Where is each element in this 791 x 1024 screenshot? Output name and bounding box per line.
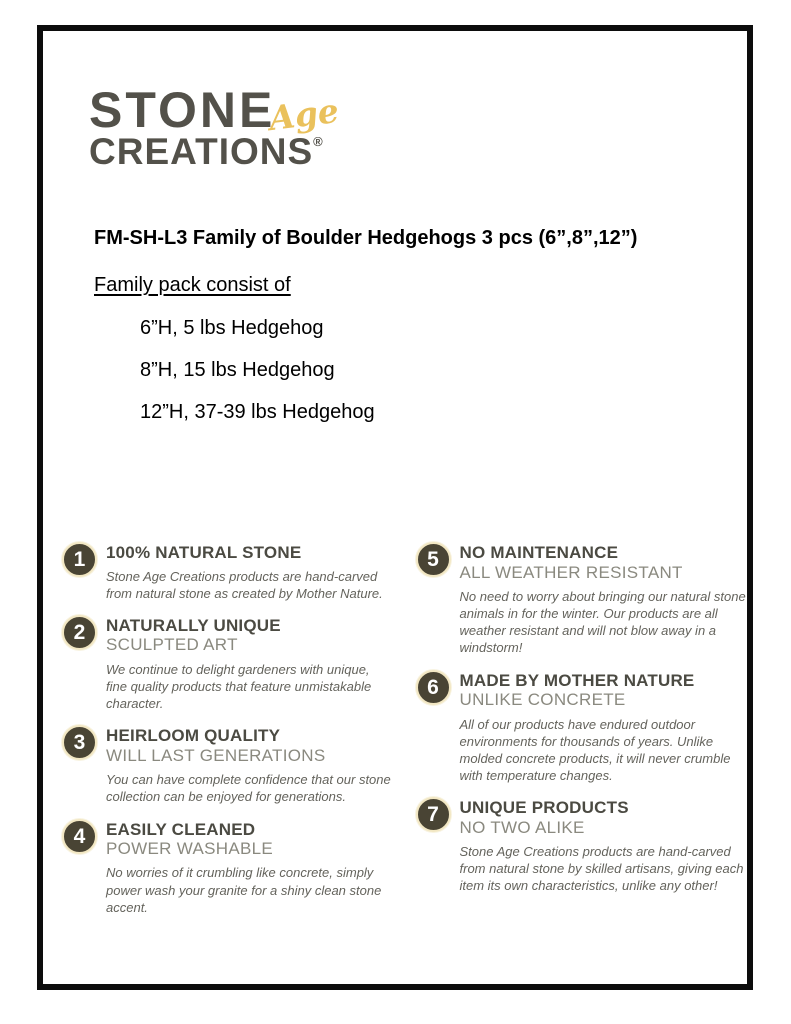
feature-item-3 — [62, 725, 394, 805]
feature-number: 3 — [73, 731, 86, 755]
logo-word-creations-text: CREATIONS — [89, 131, 314, 172]
feature-text — [460, 670, 748, 785]
logo-script-age: Age — [266, 90, 341, 139]
stone-age-creations-logo — [89, 82, 389, 177]
feature-item-4 — [62, 819, 394, 916]
feature-item-6 — [416, 670, 748, 785]
logo-word-creations — [89, 133, 389, 172]
page-border-frame — [37, 25, 753, 990]
feature-text — [106, 542, 394, 602]
logo-word-stone: STONE — [89, 82, 276, 138]
feature-subheading: POWER WASHABLE — [106, 839, 273, 859]
registered-trademark-symbol: ® — [313, 134, 323, 149]
feature-number-badge — [62, 725, 97, 760]
pack-list-item: 6”H, 5 lbs Hedgehog — [140, 317, 324, 339]
family-pack-list — [140, 317, 747, 424]
feature-description: All of our products have endured outdoor environments for thousands of years. Unlike molded concrete products, it will never crumble with temperature changes. — [459, 716, 731, 783]
features-right-column — [416, 542, 748, 929]
feature-number-badge — [62, 819, 97, 854]
feature-subheading: UNLIKE CONCRETE — [459, 690, 626, 710]
feature-heading: UNIQUE PRODUCTS — [459, 798, 629, 818]
feature-subheading: ALL WEATHER RESISTANT — [459, 562, 683, 582]
feature-heading: NATURALLY UNIQUE — [106, 615, 281, 635]
feature-number-badge — [416, 542, 451, 577]
feature-heading: NO MAINTENANCE — [459, 543, 619, 562]
feature-item-5 — [416, 542, 748, 657]
features-section — [62, 542, 747, 929]
feature-description: Stone Age Creations products are hand-carved from natural stone by skilled artisans, giving each item its own characteristics, unlike any other! — [459, 844, 744, 894]
feature-description: You can have complete confidence that our stone collection can be enjoyed for generations. — [106, 772, 391, 805]
feature-text — [460, 797, 748, 894]
feature-number: 1 — [73, 548, 86, 571]
feature-heading: HEIRLOOM QUALITY — [106, 726, 281, 746]
feature-number-badge — [62, 615, 97, 650]
feature-heading: 100% NATURAL STONE — [106, 543, 302, 562]
feature-number-badge — [416, 797, 451, 832]
feature-heading: MADE BY MOTHER NATURE — [459, 670, 695, 690]
feature-text — [106, 725, 394, 805]
feature-subheading: NO TWO ALIKE — [459, 817, 585, 837]
pack-list-item: 8”H, 15 lbs Hedgehog — [140, 359, 335, 381]
feature-heading: EASILY CLEANED — [106, 819, 256, 839]
feature-number-badge — [62, 542, 97, 577]
feature-text — [460, 542, 748, 657]
feature-description: No worries of it crumbling like concrete, simply power wash your granite for a shiny clean stone accent. — [106, 865, 382, 915]
feature-text — [106, 615, 394, 712]
feature-item-7 — [416, 797, 748, 894]
feature-item-2 — [62, 615, 394, 712]
feature-number: 5 — [427, 548, 439, 571]
feature-text — [106, 819, 394, 916]
feature-number: 2 — [73, 620, 86, 644]
feature-subheading: WILL LAST GENERATIONS — [106, 745, 326, 765]
feature-number-badge — [416, 670, 451, 705]
feature-description: Stone Age Creations products are hand-carved from natural stone as created by Mother Nature. — [106, 568, 383, 601]
feature-item-1 — [62, 542, 394, 602]
feature-description: No need to worry about bringing our natural stone animals in for the winter. Our products are all weather resistant and will not blow away in a windstorm! — [459, 588, 746, 656]
feature-description: We continue to delight gardeners with unique, fine quality products that feature unmistakable character. — [106, 661, 372, 712]
feature-number: 7 — [427, 803, 439, 827]
feature-number: 6 — [427, 675, 439, 699]
features-left-column — [62, 542, 394, 929]
product-title: FM-SH-L3 Family of Boulder Hedgehogs 3 pcs (6”,8”,12”) — [94, 227, 638, 249]
pack-list-item: 12”H, 37-39 lbs Hedgehog — [140, 401, 375, 423]
feature-subheading: SCULPTED ART — [106, 635, 238, 655]
family-pack-heading: Family pack consist of — [94, 274, 291, 296]
feature-number: 4 — [73, 824, 86, 848]
